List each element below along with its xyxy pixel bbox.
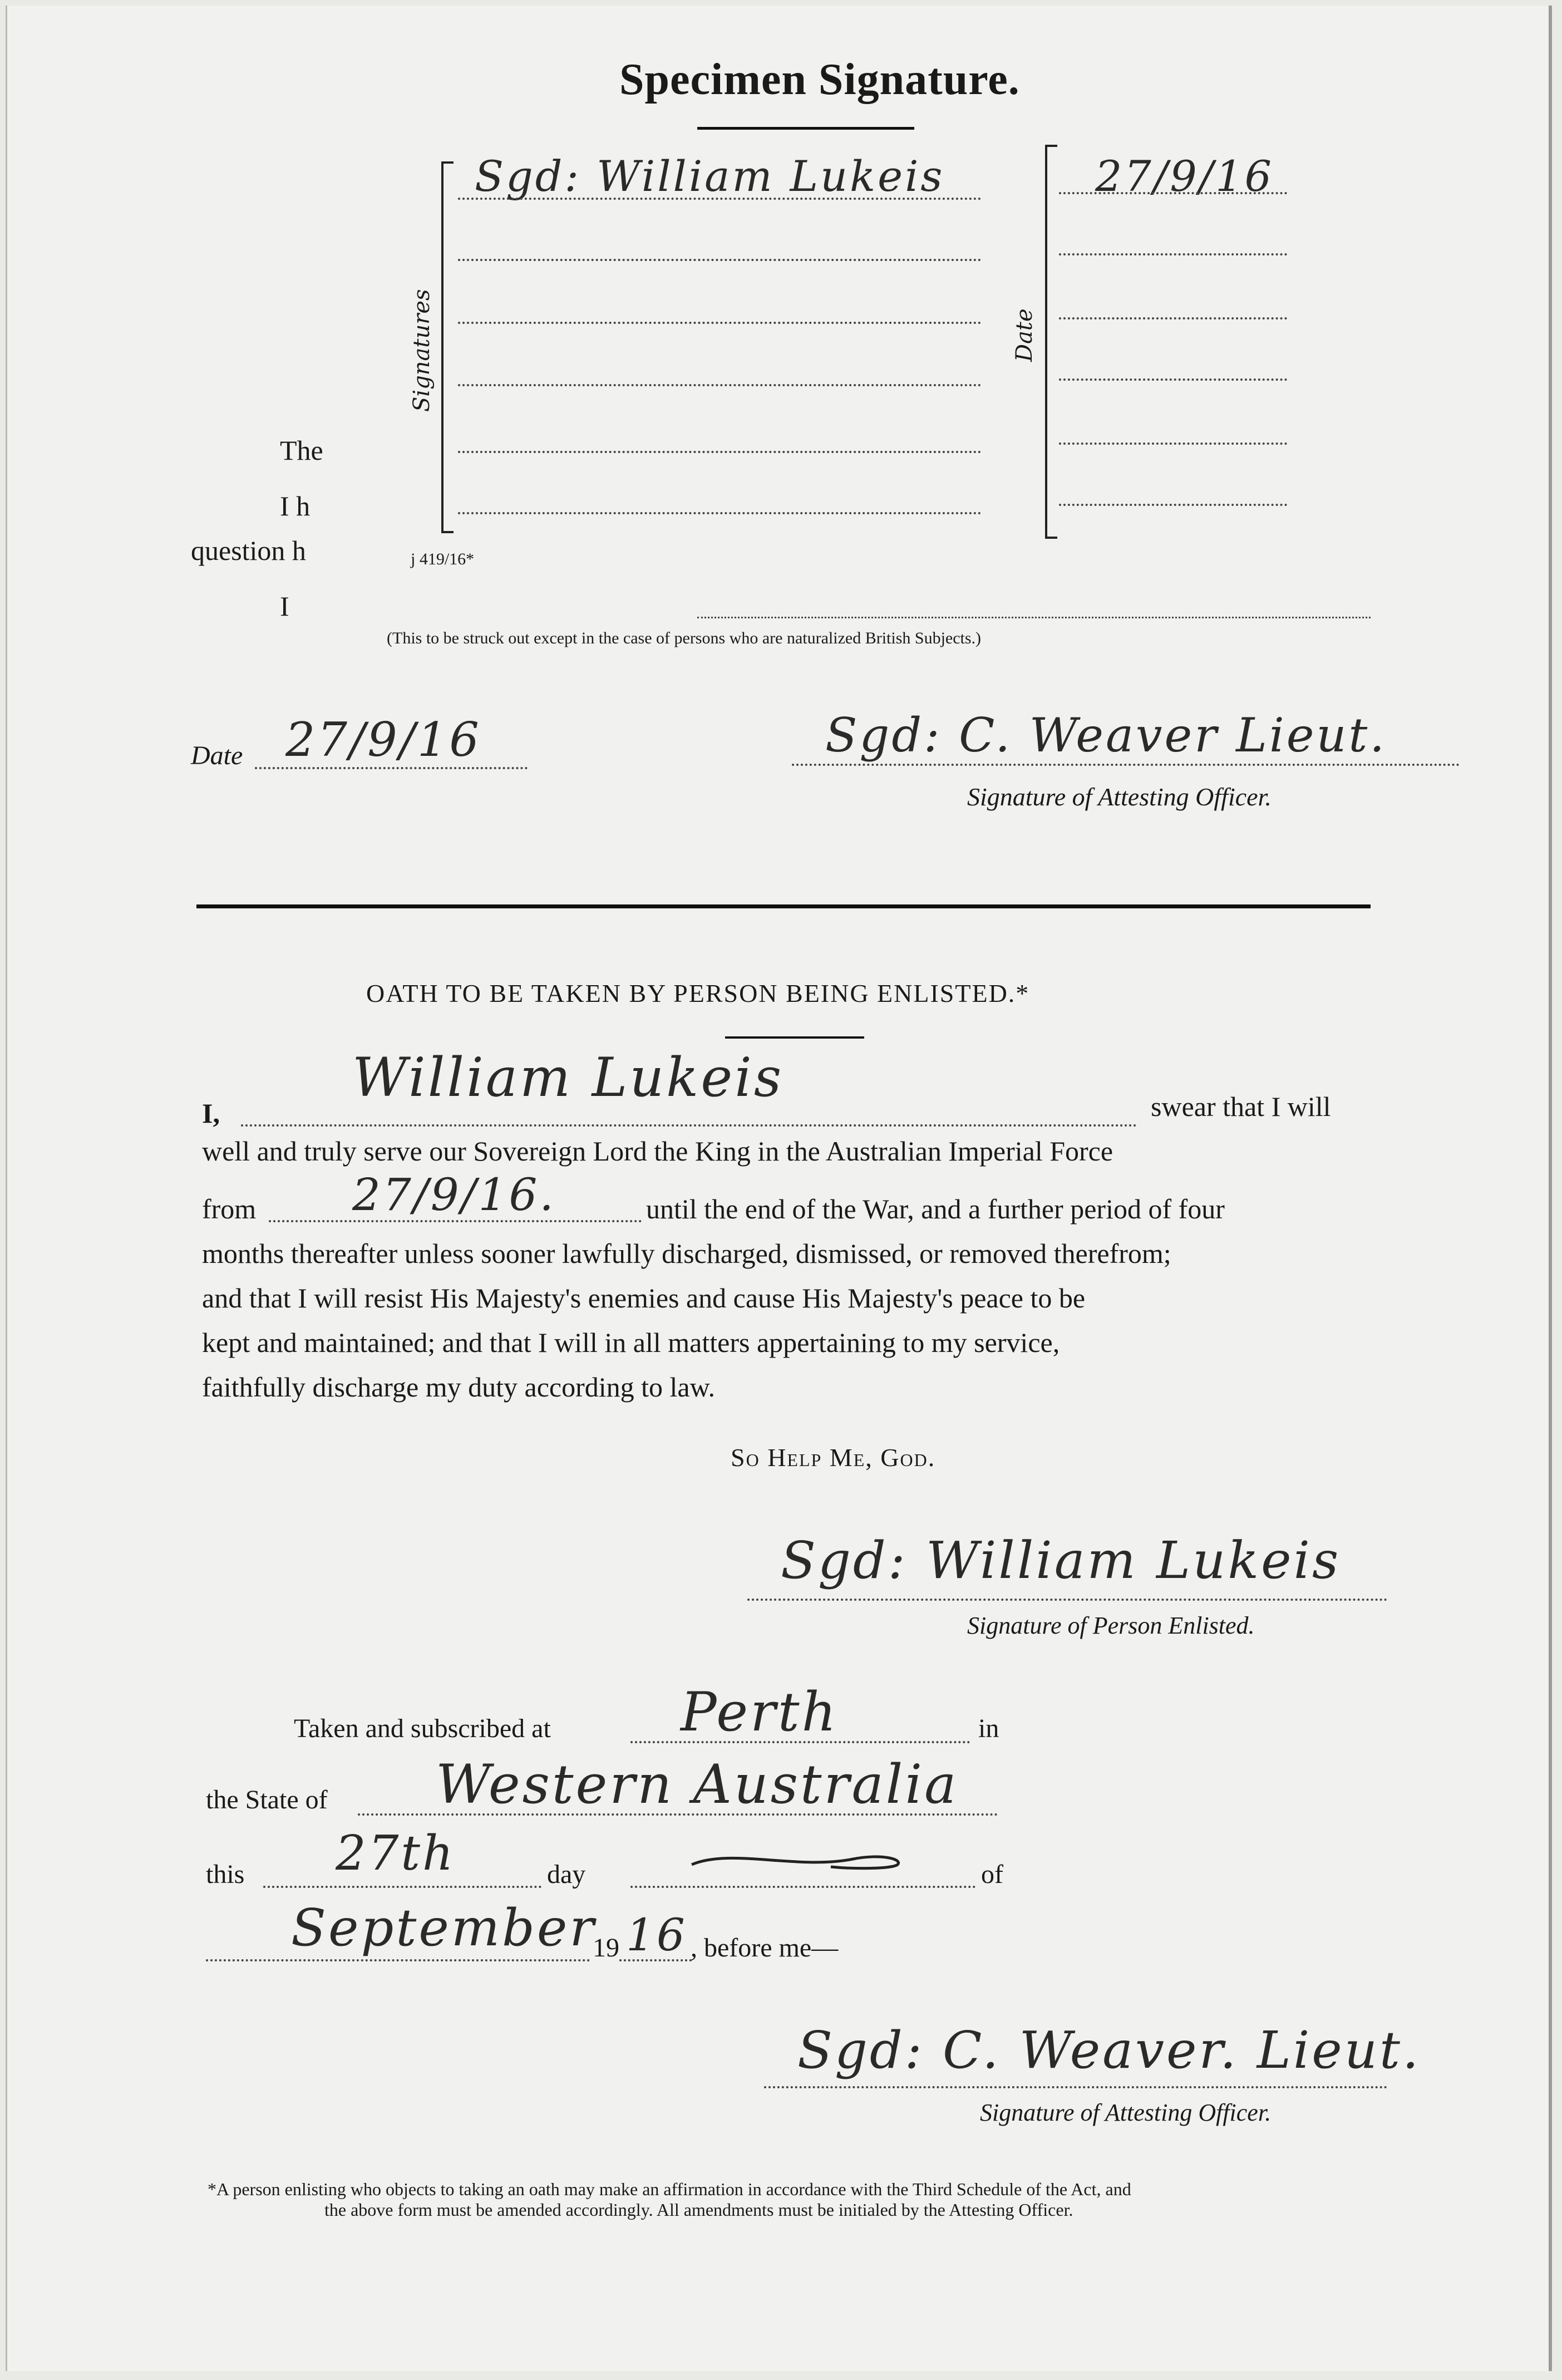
date-line-5	[1059, 442, 1287, 445]
oath-line-2: well and truly serve our Sovereign Lord the King in the Australian Imperial Force	[202, 1135, 1113, 1167]
footnote-line-1: *A person enlisting who objects to taking an oath may make an affirmation in accordance with the Third Schedule of the Act, and	[208, 2179, 1131, 2199]
signature-line-2	[458, 259, 981, 261]
taken-officer-line	[764, 2086, 1387, 2088]
state-label: the State of	[206, 1785, 328, 1814]
of-line	[630, 1886, 975, 1888]
attestation-date-value: 27/9/16	[285, 712, 481, 767]
state-value: Western Australia	[436, 1753, 959, 1816]
date-line-4	[1059, 378, 1287, 381]
year-suffix: 16	[626, 1909, 687, 1961]
attestation-officer-signature: Sgd: C. Weaver Lieut.	[825, 708, 1387, 763]
this-label: this	[206, 1860, 245, 1889]
oath-line-7: faithfully discharge my duty according to law.	[202, 1371, 715, 1403]
oath-name-line	[241, 1124, 1137, 1127]
fragment-question: question h	[191, 535, 306, 566]
taken-in-label: in	[978, 1714, 999, 1743]
footnote-line-2: the above form must be amended accordingly. All amendments must be initialed by the Attesting Officer.	[324, 2200, 1073, 2220]
specimen-date-1: 27/9/16	[1095, 151, 1274, 201]
naturalized-note: (This to be struck out except in the case of persons who are naturalized British Subjects.)	[387, 629, 982, 647]
attestation-officer-caption: Signature of Attesting Officer.	[967, 783, 1272, 811]
signatures-label: Signatures	[409, 289, 435, 412]
enlisted-caption: Signature of Person Enlisted.	[967, 1612, 1255, 1639]
taken-officer-signature: Sgd: C. Weaver. Lieut.	[797, 2020, 1421, 2080]
enlisted-signature: Sgd: William Lukeis	[781, 1531, 1341, 1590]
attestation-date-label: Date	[191, 741, 243, 770]
state-line	[358, 1813, 998, 1816]
day-dash-mark	[686, 1842, 909, 1876]
year-line	[619, 1959, 692, 1961]
day-line	[263, 1886, 541, 1888]
signature-line-5	[458, 451, 981, 453]
oath-heading: OATH TO BE TAKEN BY PERSON BEING ENLISTED.*	[366, 979, 1030, 1007]
section-divider	[196, 904, 1371, 908]
attestation-date-line	[255, 767, 528, 769]
fragment-the: The	[280, 435, 323, 466]
naturalized-line	[697, 617, 1371, 618]
signature-line-4	[458, 384, 981, 386]
taken-officer-caption: Signature of Attesting Officer.	[980, 2099, 1272, 2126]
date-label: Date	[1012, 308, 1037, 362]
title-rule	[697, 127, 914, 130]
attestation-officer-line	[792, 764, 1460, 766]
page-title: Specimen Signature.	[619, 55, 1020, 104]
oath-line-4: months thereafter unless sooner lawfully discharged, dismissed, or removed therefrom;	[202, 1238, 1171, 1269]
date-line-6	[1059, 504, 1287, 506]
date-bracket	[1045, 145, 1057, 539]
form-reference: j 419/16*	[411, 550, 475, 568]
taken-place: Perth	[681, 1681, 839, 1743]
day-value: 27th	[336, 1826, 456, 1881]
signature-line-3	[458, 322, 981, 324]
specimen-overlay	[333, 150, 1318, 590]
before-me-label: , before me—	[691, 1933, 839, 1963]
date-line-2	[1059, 253, 1287, 255]
oath-line-3-rest: until the end of the War, and a further period of four	[646, 1193, 1225, 1225]
month-value: September	[291, 1898, 597, 1958]
date-line-1	[1059, 192, 1287, 194]
year-prefix: 19	[593, 1933, 619, 1963]
oath-swear-text: swear that I will	[1151, 1091, 1331, 1122]
taken-label: Taken and subscribed at	[294, 1714, 551, 1743]
enlisted-signature-line	[747, 1599, 1387, 1601]
oath-enlistee-name: William Lukeis	[352, 1046, 784, 1109]
signatures-bracket	[441, 161, 454, 533]
signature-line-1	[458, 198, 981, 200]
signature-line-6	[458, 512, 981, 514]
month-line	[206, 1959, 590, 1961]
date-line-3	[1059, 317, 1287, 319]
so-help-me-god: So Help Me, God.	[731, 1443, 936, 1472]
oath-line-6: kept and maintained; and that I will in all matters appertaining to my service,	[202, 1327, 1060, 1358]
oath-heading-rule	[725, 1036, 864, 1039]
oath-from-label: from	[202, 1193, 257, 1225]
taken-place-line	[630, 1741, 970, 1743]
oath-from-line	[269, 1220, 642, 1222]
fragment-i-h: I h	[280, 490, 311, 522]
oath-i-label: I,	[202, 1098, 220, 1129]
of-label: of	[981, 1860, 1003, 1889]
specimen-signature-1: Sgd: William Lukeis	[475, 151, 945, 201]
day-label: day	[547, 1860, 586, 1889]
oath-from-date: 27/9/16.	[352, 1169, 556, 1221]
oath-line-5: and that I will resist His Majesty's enemies and cause His Majesty's peace to be	[202, 1282, 1086, 1314]
document-page	[6, 6, 1552, 2371]
fragment-i: I	[280, 591, 289, 622]
